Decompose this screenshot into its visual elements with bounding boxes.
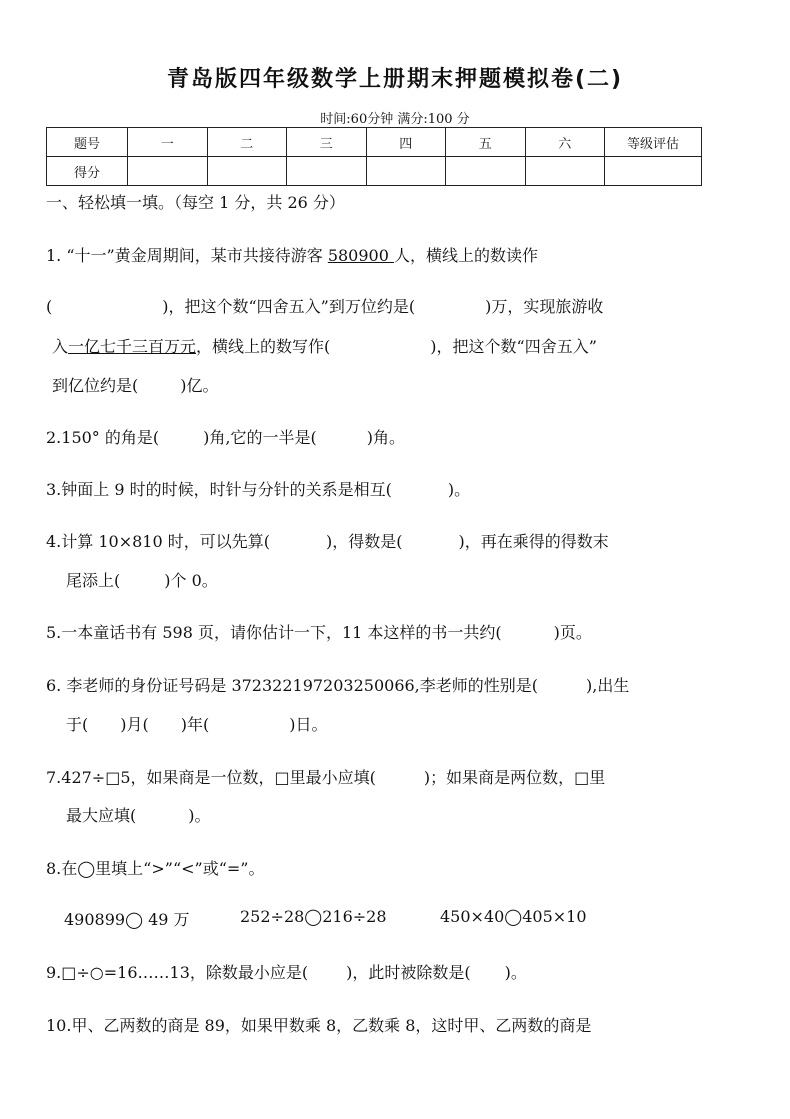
question-5: 5.一本童话书有 598 页，请你估计一下，11 本这样的书一共约( )页。 (46, 623, 592, 642)
question-4-line-2: 尾添上( )个 0。 (66, 571, 218, 590)
comparison-item[interactable]: 450×40◯405×10 (440, 907, 587, 926)
header-cell: 题号 (47, 128, 128, 157)
header-cell: 一 (128, 128, 208, 157)
header-cell: 二 (207, 128, 287, 157)
score-cell[interactable] (287, 157, 367, 186)
question-3: 3.钟面上 9 时的时候，时针与分针的关系是相互( )。 (46, 480, 471, 499)
comparison-item[interactable]: 252÷28◯216÷28 (240, 907, 387, 926)
score-cell[interactable] (207, 157, 287, 186)
question-7-line-2: 最大应填( )。 (66, 806, 211, 825)
comparison-item[interactable]: 490899◯ 49 万 (64, 910, 190, 929)
underlined-number: 580900 (327, 246, 394, 265)
question-4-line-1: 4.计算 10×810 时，可以先算( )，得数是( )，再在乘得的得数末 (46, 532, 609, 551)
question-1-line-4: 到亿位约是( )亿。 (52, 376, 219, 395)
header-cell: 四 (366, 128, 446, 157)
header-cell: 三 (287, 128, 367, 157)
page-title: 青岛版四年级数学上册期末押题模拟卷(二) (166, 67, 624, 92)
header-cell: 等级评估 (605, 128, 702, 157)
score-cell[interactable] (128, 157, 208, 186)
score-table-header-row (47, 128, 702, 157)
question-6-line-2: 于( )月( )年( )日。 (66, 715, 328, 734)
score-table-score-row (47, 157, 702, 186)
question-2: 2.150° 的角是( )角,它的一半是( )角。 (46, 428, 405, 447)
exam-info: 时间:60分钟 满分:100 分 (320, 112, 470, 127)
score-row-label: 得分 (47, 157, 128, 186)
question-6-line-1: 6. 李老师的身份证号码是 372322197203250066,李老师的性别是( ),出生 (46, 676, 630, 695)
question-8: 8.在◯里填上“>”“<”或“=”。 (46, 859, 265, 878)
question-1-line-1: 1. “十一”黄金周期间，某市共接待游客 580900 人，横线上的数读作 (46, 246, 538, 265)
section-heading: 一、轻松填一填。（每空 1 分，共 26 分） (46, 193, 345, 212)
score-cell[interactable] (446, 157, 526, 186)
score-cell[interactable] (525, 157, 605, 186)
header-cell: 五 (446, 128, 526, 157)
question-9: 9.□÷○=16……13，除数最小应是( )，此时被除数是( )。 (46, 963, 527, 982)
header-cell: 六 (525, 128, 605, 157)
underlined-amount: 一亿七千三百万元 (68, 337, 197, 356)
question-1-line-3: 入一亿七千三百万元，横线上的数写作( )，把这个数“四舍五入” (52, 337, 597, 356)
score-table (46, 127, 702, 186)
question-10: 10.甲、乙两数的商是 89，如果甲数乘 8，乙数乘 8，这时甲、乙两数的商是 (46, 1016, 592, 1035)
question-7-line-1: 7.427÷□5，如果商是一位数，□里最小应填( )；如果商是两位数，□里 (46, 768, 606, 787)
score-cell[interactable] (605, 157, 702, 186)
question-1-line-2: ( )，把这个数“四舍五入”到万位约是( )万，实现旅游收 (46, 297, 604, 316)
score-cell[interactable] (366, 157, 446, 186)
